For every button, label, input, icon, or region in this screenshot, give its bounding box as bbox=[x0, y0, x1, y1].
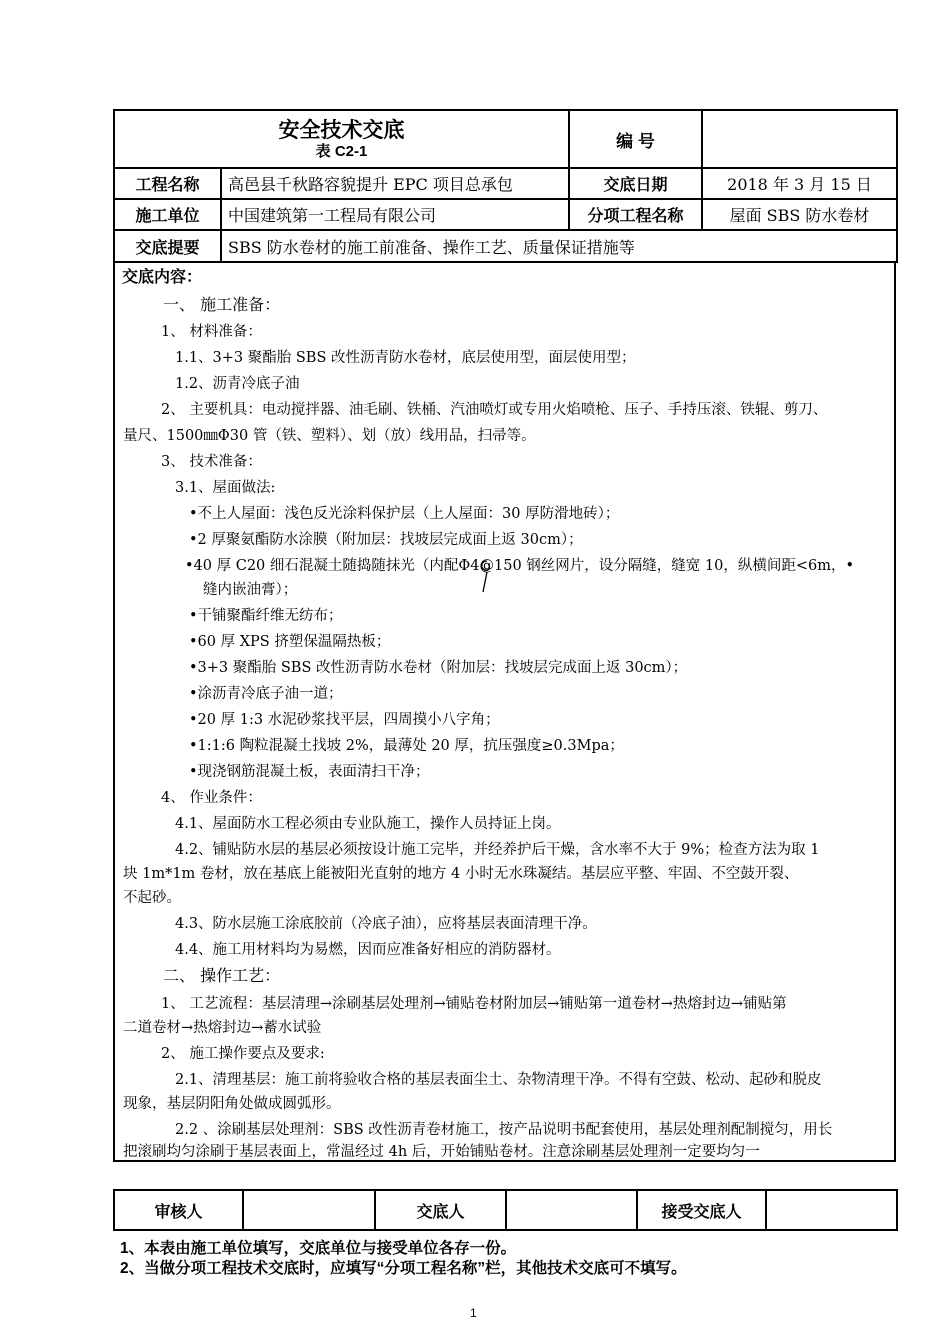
content-line: 3.1、屋面做法: bbox=[175, 480, 276, 496]
content-line: 2.1、清理基层：施工前将验收合格的基层表面尘土、杂物清理干净。不得有空鼓、松动、起砂和脱皮 bbox=[175, 1072, 822, 1088]
content-line: 4.1、屋面防水工程必须由专业队施工，操作人员持证上岗。 bbox=[175, 816, 561, 832]
subproject-label: 分项工程名称 bbox=[569, 199, 702, 230]
content-line: •3+3 聚酯胎 SBS 改性沥青防水卷材（附加层：找坡层完成面上返 30cm）； bbox=[189, 660, 688, 676]
form-code: 表 C2-1 bbox=[315, 143, 368, 160]
receiver-signature bbox=[766, 1190, 897, 1230]
contractor: 中国建筑第一工程局有限公司 bbox=[221, 199, 569, 230]
contractor-label: 施工单位 bbox=[114, 199, 221, 230]
content-line: 4.2、铺贴防水层的基层必须按设计施工完毕，并经养护后干燥，含水率不大于 9%；检查方法为取 1 bbox=[175, 842, 820, 858]
receiver-label: 接受交底人 bbox=[637, 1190, 766, 1230]
discloser-label: 交底人 bbox=[375, 1190, 506, 1230]
content-line: 二、 操作工艺： bbox=[163, 966, 281, 985]
header-table bbox=[113, 109, 898, 263]
content-line: •40 厚 C20 细石混凝土随捣随抹光（内配Φ4@150 钢丝网片，设分隔缝，缝宽 10，纵横间距<6m，• bbox=[185, 558, 855, 574]
content-line: 1.2、沥青冷底子油 bbox=[175, 376, 300, 392]
content-line: 块 1m*1m 卷材，放在基底上能被阳光直射的地方 4 小时无水珠凝结。基层应平整、牢固、不空鼓开裂、 bbox=[123, 866, 799, 882]
content-line: 1、 材料准备： bbox=[161, 324, 262, 340]
content-heading: 交底内容： bbox=[122, 269, 203, 286]
content-line: 二道卷材→热熔封边→蓄水试验 bbox=[123, 1020, 322, 1036]
content-line: 把滚刷均匀涂刷于基层表面上，常温经过 4h 后，开始铺贴卷材。注意涂刷基层处理剂一定要均匀一 bbox=[123, 1144, 760, 1160]
number-label: 编 号 bbox=[569, 110, 702, 168]
content-line: 缝内嵌油膏）； bbox=[203, 582, 298, 598]
content-line: 4.3、防水层施工涂底胶前（冷底子油），应将基层表面清理干净。 bbox=[175, 916, 597, 932]
content-line: 1、 工艺流程：基层清理→涂刷基层处理剂→铺贴卷材附加层→铺贴第一道卷材→热熔封边→铺贴第 bbox=[161, 996, 787, 1012]
discloser-signature bbox=[506, 1190, 637, 1230]
content-line: 1.1、3+3 聚酯胎 SBS 改性沥青防水卷材，底层使用型，面层使用型； bbox=[175, 350, 636, 366]
title-cell bbox=[114, 110, 569, 168]
summary-label: 交底提要 bbox=[114, 230, 221, 262]
content-line: 2.2 、涂刷基层处理剂：SBS 改性沥青卷材施工，按产品说明书配套使用，基层处理剂配制搅匀，用长 bbox=[175, 1122, 833, 1138]
content-line: 现象，基层阴阳角处做成圆弧形。 bbox=[123, 1096, 341, 1112]
content-line: 2、 施工操作要点及要求: bbox=[161, 1046, 325, 1062]
reviewer-label: 审核人 bbox=[114, 1190, 243, 1230]
content-line: •现浇钢筋混凝土板，表面清扫干净； bbox=[189, 764, 430, 780]
signoff-table bbox=[113, 1189, 898, 1231]
content-line: •60 厚 XPS 挤塑保温隔热板； bbox=[189, 634, 391, 650]
document-title: 安全技术交底 bbox=[278, 119, 405, 142]
reviewer-signature bbox=[243, 1190, 375, 1230]
summary: SBS 防水卷材的施工前准备、操作工艺、质量保证措施等 bbox=[221, 230, 897, 262]
footnote: 2、当做分项工程技术交底时，应填写“分项工程名称”栏，其他技术交底可不填写。 bbox=[120, 1260, 687, 1277]
content-line: 4、 作业条件： bbox=[161, 790, 262, 806]
footnote: 1、本表由施工单位填写，交底单位与接受单位各存一份。 bbox=[120, 1240, 517, 1257]
disclosure-date: 2018 年 3 月 15 日 bbox=[702, 168, 897, 199]
content-line: •干铺聚酯纤维无纺布； bbox=[189, 608, 343, 624]
content-line: 不起砂。 bbox=[123, 890, 181, 906]
content-line: •涂沥青冷底子油一道； bbox=[189, 686, 343, 702]
date-label: 交底日期 bbox=[569, 168, 702, 199]
content-line: 4.4、施工用材料均为易燃，因而应准备好相应的消防器材。 bbox=[175, 942, 561, 958]
subproject: 屋面 SBS 防水卷材 bbox=[702, 199, 897, 230]
disclosure-content bbox=[113, 263, 896, 1162]
content-line: 一、 施工准备： bbox=[163, 295, 281, 314]
pen-mark-icon bbox=[479, 560, 493, 594]
content-line: •2 厚聚氨酯防水涂膜（附加层：找坡层完成面上返 30cm）； bbox=[189, 532, 583, 548]
content-line: •不上人屋面：浅色反光涂料保护层（上人屋面：30 厚防滑地砖）； bbox=[189, 506, 620, 522]
content-line: 量尺、1500㎜Φ30 管（铁、塑料）、划（放）线用品，扫帚等。 bbox=[123, 428, 536, 444]
content-line: •20 厚 1:3 水泥砂浆找平层，四周摸小八字角； bbox=[189, 712, 500, 728]
project-name: 高邑县千秋路容貌提升 EPC 项目总承包 bbox=[221, 168, 569, 199]
content-line: •1:1:6 陶粒混凝土找坡 2%，最薄处 20 厚，抗压强度≥0.3Mpa； bbox=[189, 738, 624, 754]
content-line: 3、 技术准备： bbox=[161, 454, 262, 470]
project-name-label: 工程名称 bbox=[114, 168, 221, 199]
number-value bbox=[702, 110, 897, 168]
content-line: 2、 主要机具：电动搅拌器、油毛刷、铁桶、汽油喷灯或专用火焰喷枪、压子、手持压滚、铁辊、剪刀、 bbox=[161, 402, 828, 418]
page-number: 1 bbox=[470, 1306, 477, 1320]
